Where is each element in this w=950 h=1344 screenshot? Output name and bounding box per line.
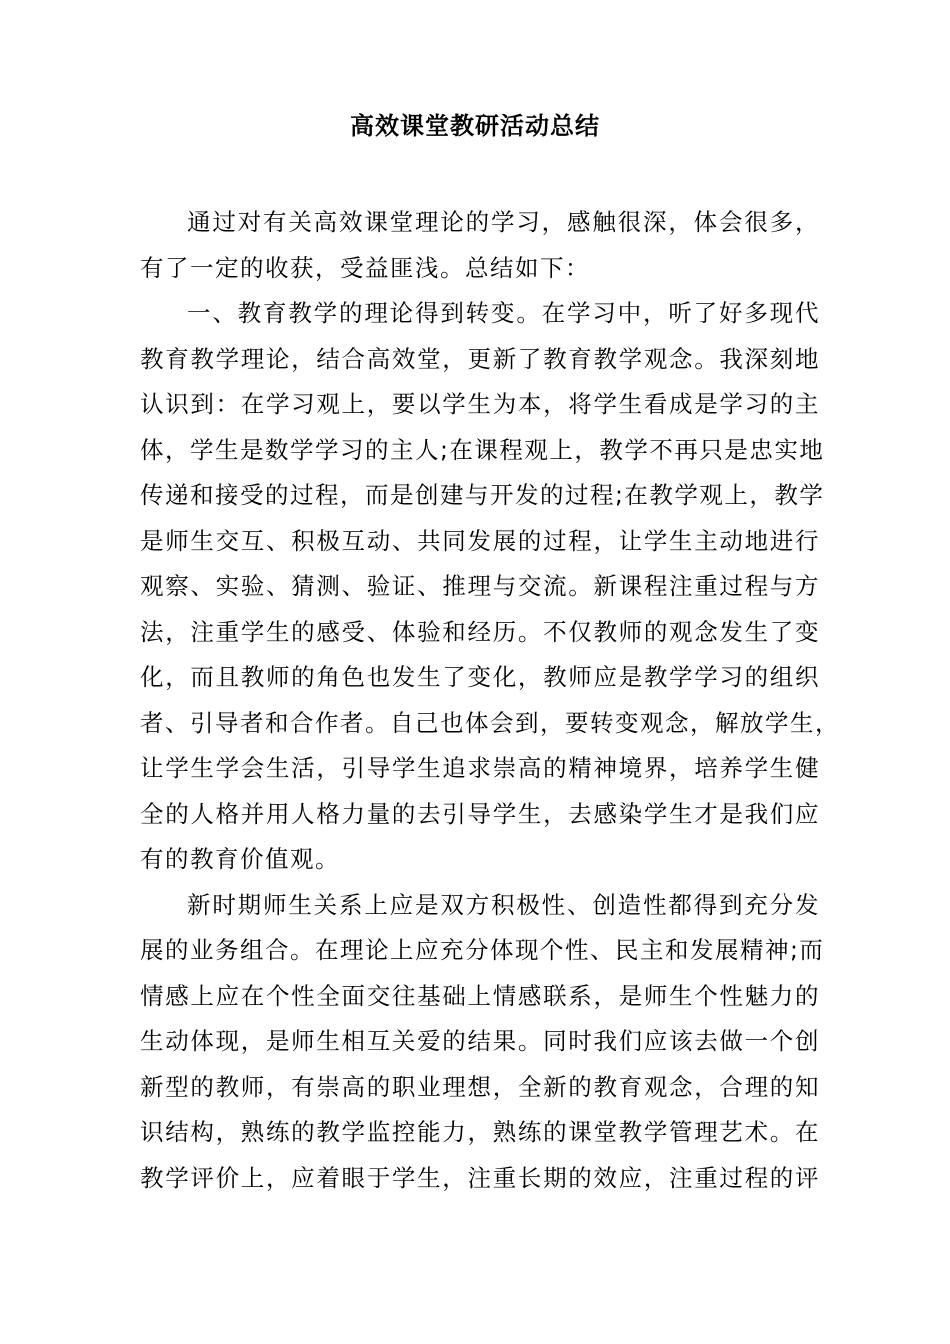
text-line: 教学评价上，应着眼于学生，注重长期的效应，注重过程的评	[140, 1163, 820, 1192]
text-line: 生动体现，是师生相互关爱的结果。同时我们应该去做一个创	[140, 1027, 820, 1055]
text-line: 新型的教师，有崇高的职业理想，全新的教育观念，合理的知	[140, 1072, 820, 1101]
text-line: 新时期师生关系上应是双方积极性、创造性都得到充分发	[187, 890, 820, 919]
text-line: 法，注重学生的感受、体验和经历。不仅教师的观念发生了变	[140, 617, 820, 646]
text-line: 有了一定的收获，受益匪浅。总结如下：	[140, 253, 590, 282]
text-line: 认识到：在学习观上，要以学生为本，将学生看成是学习的主	[140, 390, 820, 418]
text-line: 情感上应在个性全面交往基础上情感联系，是师生个性魅力的	[140, 981, 820, 1010]
text-line: 识结构，熟练的教学监控能力，熟练的课堂教学管理艺术。在	[140, 1118, 820, 1146]
paragraph-2	[140, 291, 840, 883]
document-title: 高效课堂教研活动总结	[350, 112, 600, 140]
text-line: 观察、实验、猜测、验证、推理与交流。新课程注重过程与方	[140, 572, 820, 600]
text-line: 者、引导者和合作者。自己也体会到，要转变观念，解放学生，	[140, 708, 840, 737]
text-line: 传递和接受的过程，而是创建与开发的过程;在教学观上，教学	[140, 481, 825, 509]
text-line: 全的人格并用人格力量的去引导学生，去感染学生才是我们应	[140, 799, 820, 828]
paragraph-1	[140, 200, 820, 291]
document-body	[140, 200, 840, 1201]
text-line: 是师生交互、积极互动、共同发展的过程，让学生主动地进行	[140, 526, 820, 555]
text-line: 一、教育教学的理论得到转变。在学习中，听了好多现代	[187, 299, 820, 327]
text-line: 展的业务组合。在理论上应充分体现个性、民主和发展精神;而	[140, 936, 825, 964]
text-line: 有的教育价值观。	[140, 845, 340, 873]
text-line: 教育教学理论，结合高效堂，更新了教育教学观念。我深刻地	[140, 344, 820, 373]
text-line: 化，而且教师的角色也发生了变化，教师应是教学学习的组织	[140, 663, 820, 691]
text-line: 体，学生是数学学习的主人;在课程观上，教学不再只是忠实地	[140, 435, 825, 464]
text-line: 让学生学会生活，引导学生追求崇高的精神境界，培养学生健	[140, 754, 820, 782]
paragraph-3	[140, 883, 825, 1202]
text-line: 通过对有关高效课堂理论的学习，感触很深，体会很多，	[187, 208, 820, 236]
